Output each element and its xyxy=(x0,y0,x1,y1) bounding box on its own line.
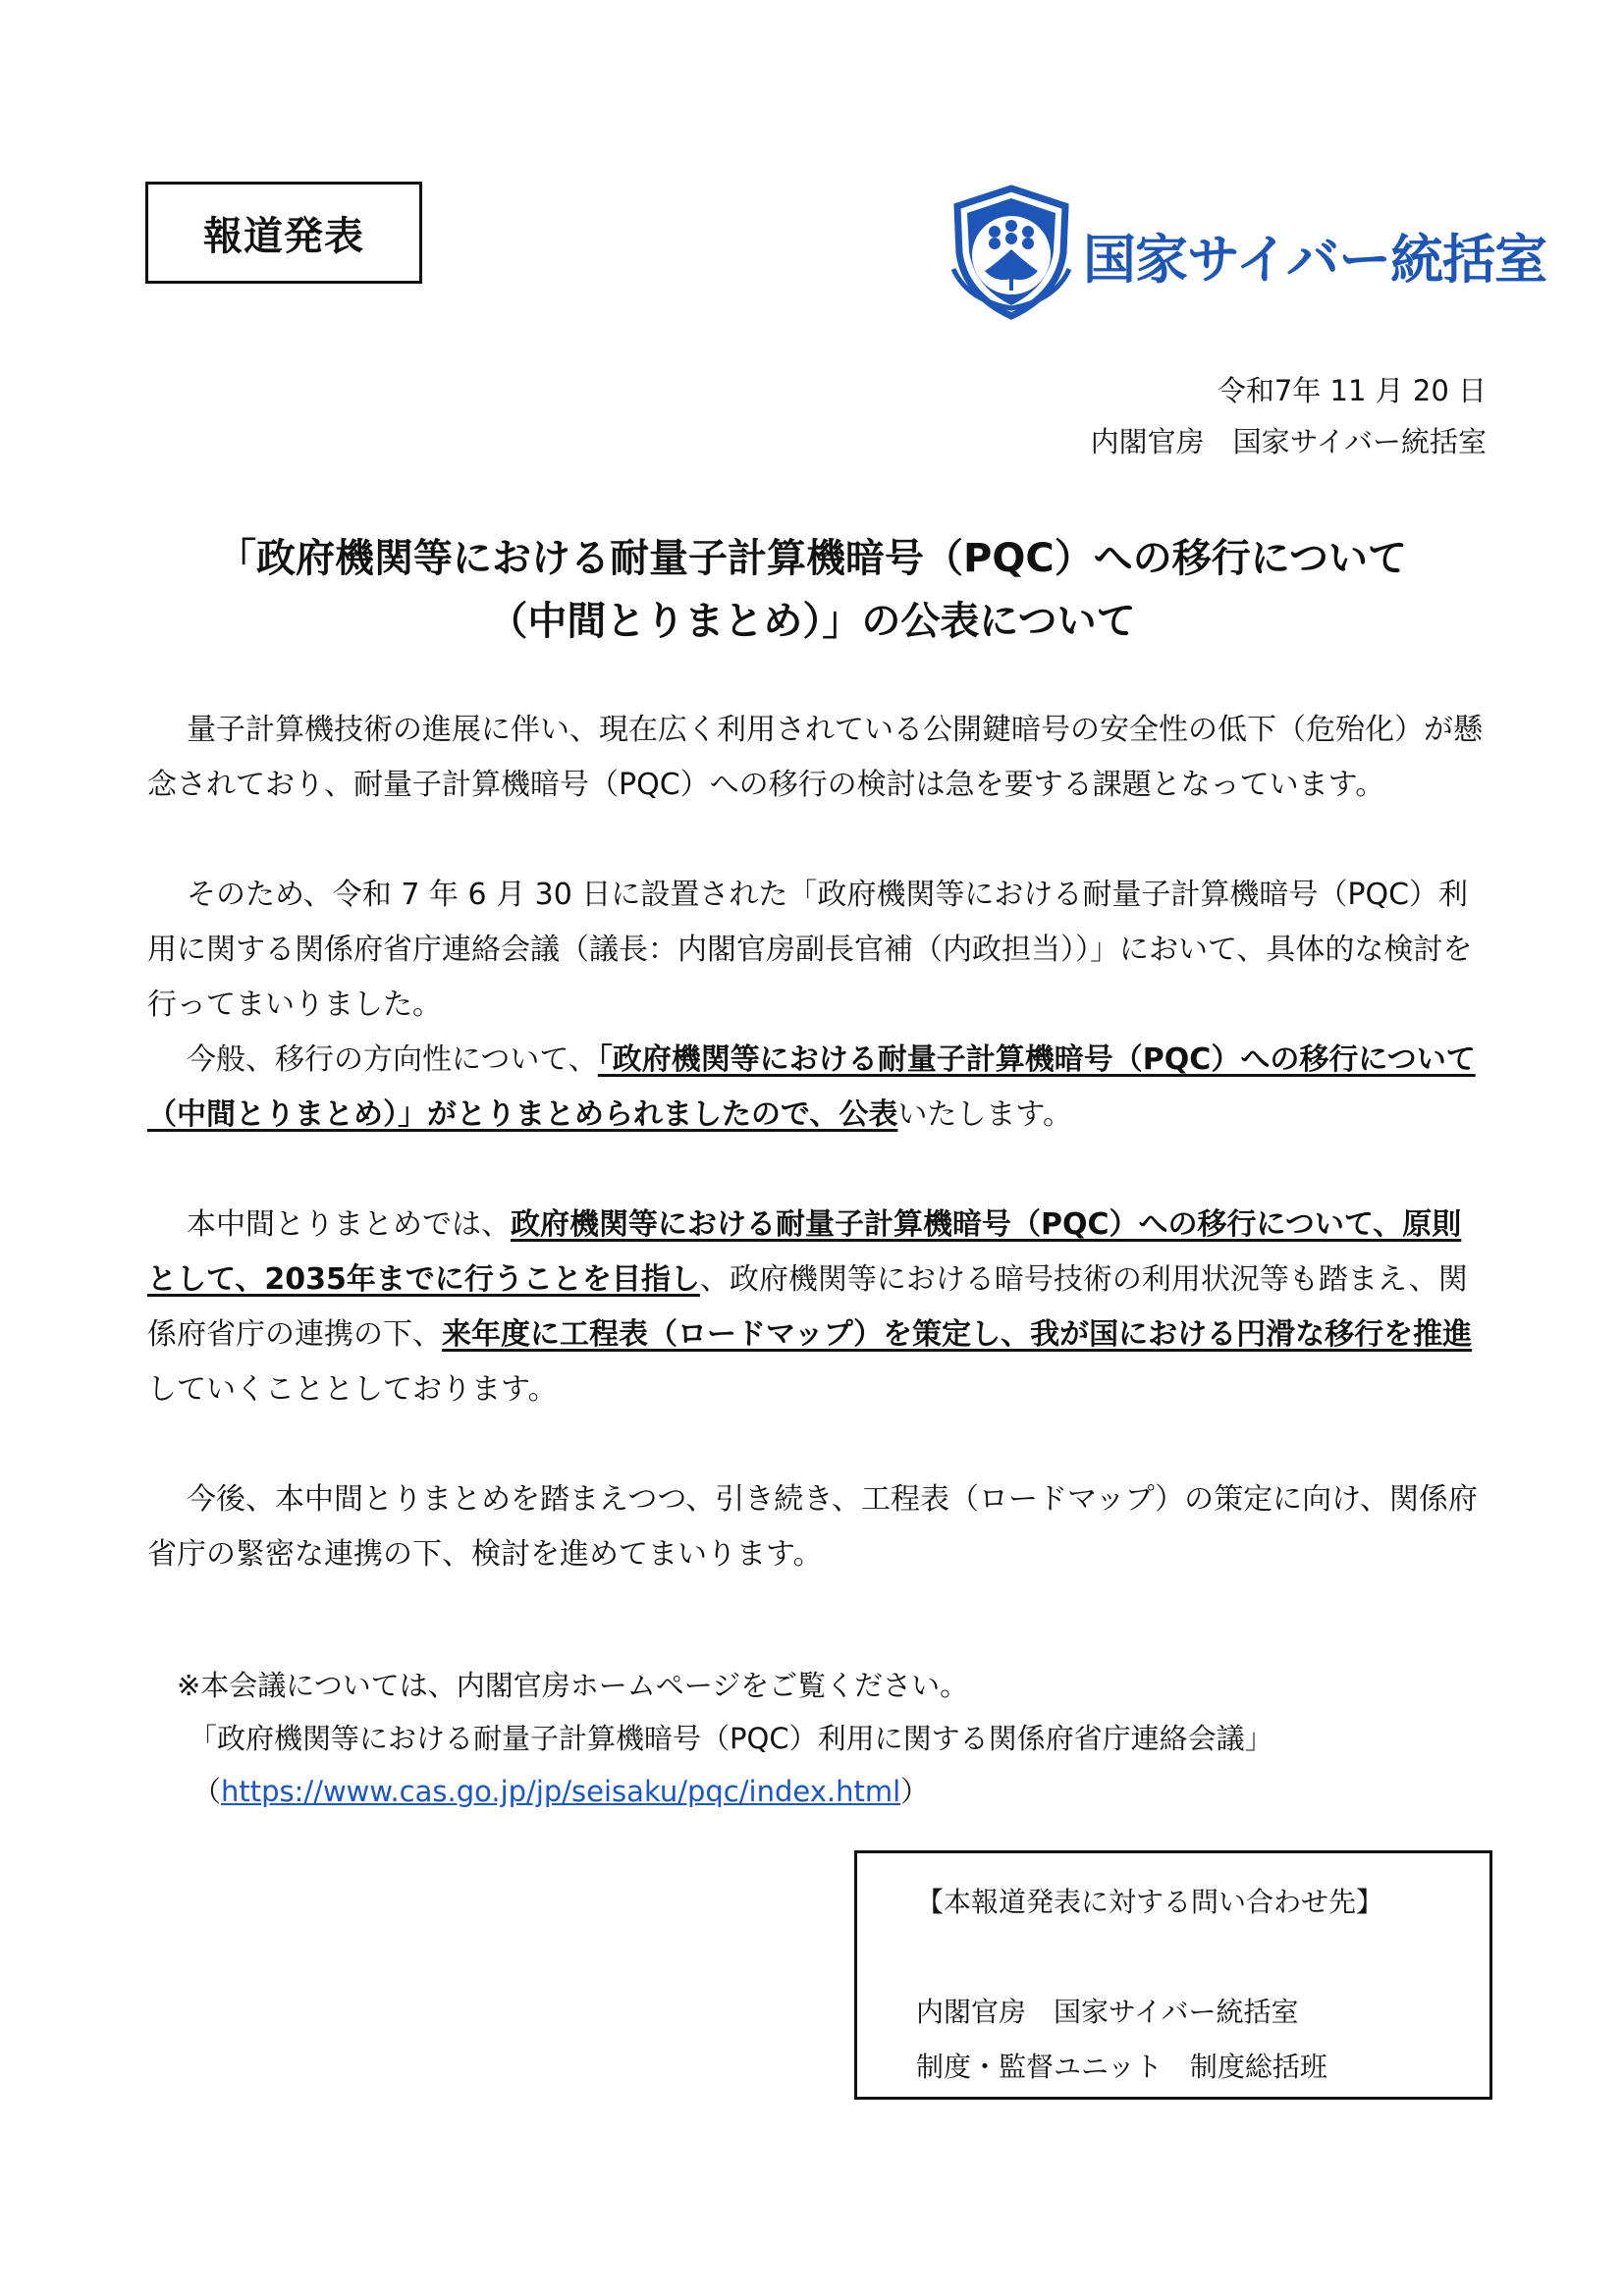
issuing-organization: 内閣官房 国家サイバー統括室 xyxy=(1090,425,1487,458)
note-line-1: ※本会議については、内閣官房ホームページをご覧ください。 xyxy=(177,1669,969,1702)
contact-box xyxy=(854,1850,1492,2100)
announcement-lead: 今般、移行の方向性について、 xyxy=(187,1042,598,1077)
reference-link[interactable]: https://www.cas.go.jp/jp/seisaku/pqc/index.html xyxy=(221,1775,901,1808)
contact-line-2: 制度・監督ユニット 制度総括班 xyxy=(916,2051,1327,2083)
agency-logo-text: 国家サイバー統括室 xyxy=(1083,229,1547,291)
shield-paulownia-icon xyxy=(947,185,1075,322)
summary-emphasis-target: 政府機関等における耐量子計算機暗号（PQC）への移行について、原則として、2035年までに行うことを目指し xyxy=(147,1207,1462,1297)
agency-logo xyxy=(947,185,1547,322)
note-line-2: 「政府機関等における耐量子計算機暗号（PQC）利用に関する関係府省庁連絡会議」 xyxy=(189,1722,1273,1755)
summary-middle: 、政府機関等における暗号技術の利用状況等も踏まえ、関係府省庁の連携の下、 xyxy=(147,1262,1468,1352)
title-line-2: （中間とりまとめ）」の公表について xyxy=(488,599,1136,644)
summary-tail: していくこととしております。 xyxy=(147,1372,558,1407)
reference-note xyxy=(177,1659,1512,1818)
page-title xyxy=(98,527,1526,653)
summary-lead: 本中間とりまとめでは、 xyxy=(187,1207,511,1242)
summary-emphasis-roadmap: 来年度に工程表（ロードマップ）を策定し、我が国における円滑な移行を推進 xyxy=(442,1317,1473,1352)
press-release-label: 報道発表 xyxy=(145,182,422,284)
note-paren-close: ） xyxy=(900,1775,930,1808)
release-date: 令和7年 11 月 20 日 xyxy=(1217,374,1487,407)
contact-line-1: 内閣官房 国家サイバー統括室 xyxy=(916,1996,1299,2028)
note-paren-open: （ xyxy=(192,1775,222,1808)
announcement-tail: いたします。 xyxy=(897,1097,1073,1132)
paragraph-next-steps: 今後、本中間とりまとめを踏まえつつ、引き続き、工程表（ロードマップ）の策定に向け、関係府省庁の緊密な連携の下、検討を進めてまいります。 xyxy=(147,1482,1478,1572)
contact-heading: 【本報道発表に対する問い合わせ先】 xyxy=(916,1886,1384,1918)
note-url-line xyxy=(177,1765,1512,1818)
release-meta xyxy=(1091,365,1487,467)
paragraph-announcement xyxy=(147,1033,1488,1143)
paragraph-background: 量子計算機技術の進展に伴い、現在広く利用されている公開鍵暗号の安全性の低下（危殆化）が懸念されており、耐量子計算機暗号（PQC）への移行の検討は急を要する課題となっています。 xyxy=(147,713,1483,802)
title-line-1: 「政府機関等における耐量子計算機暗号（PQC）への移行について xyxy=(217,536,1407,581)
paragraph-summary xyxy=(147,1198,1488,1417)
paragraph-meeting: そのため、令和 7 年 6 月 30 日に設置された「政府機関等における耐量子計算機暗号（PQC）利用に関する関係府省庁連絡会議（議長：内閣官房副長官補（内政担当））」において、具体的な検討を行ってまいりました。 xyxy=(147,878,1473,1022)
announcement-emphasis: 「政府機関等における耐量子計算機暗号（PQC）への移行について（中間とりまとめ）」がとりまとめられましたので、公表 xyxy=(147,1042,1476,1132)
